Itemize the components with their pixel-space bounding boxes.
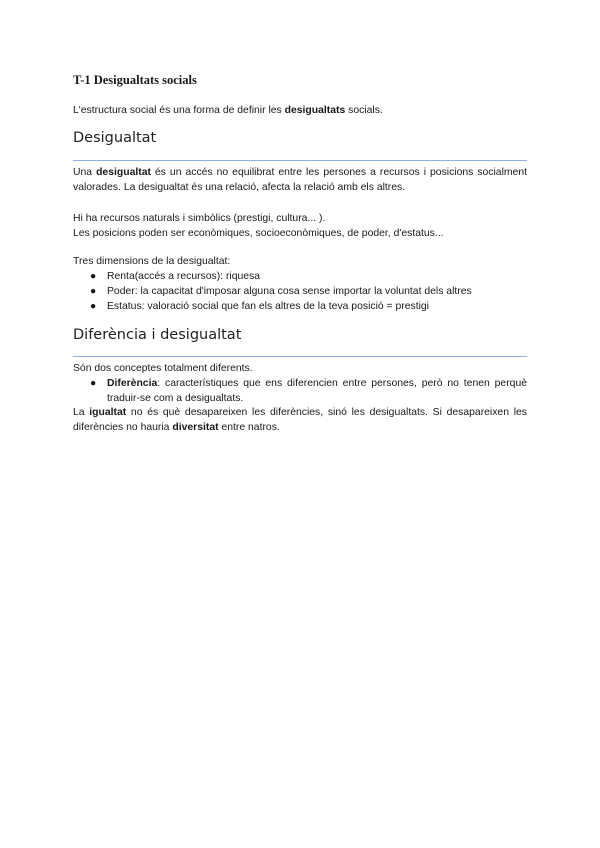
list-item-text: Renta(accés a recursos): riquesa: [107, 271, 261, 282]
section-divider: [73, 356, 527, 357]
difference-text: : característiques que ens diferencien entre persones, però no tenen perquè traduir-se com a desigualtats.: [107, 378, 527, 404]
list-item: [73, 376, 527, 406]
equality-bold-term: igualtat: [89, 407, 127, 418]
definition-text-start: Una: [73, 167, 97, 178]
intro-bold-term: desigualtats: [284, 105, 346, 116]
diversity-bold-term: diversitat: [172, 422, 219, 433]
intro-paragraph: [73, 104, 383, 118]
equality-text-1: La: [73, 407, 90, 418]
equality-text-3: entre natros.: [218, 422, 280, 433]
bullet-icon: ●: [90, 378, 97, 389]
list-item-text: Poder: la capacitat d'imposar alguna cosa sense importar la voluntat dels altres: [107, 286, 472, 297]
intro-text-before: L'estructura social és una forma de definir les: [73, 105, 285, 116]
document-title: T-1 Desigualtats socials: [73, 73, 197, 87]
difference-list: [73, 376, 527, 406]
resources-paragraph: [73, 211, 527, 241]
resources-line: Hi ha recursos naturals i simbòlics (prestigi, cultura... ).: [73, 213, 326, 224]
list-item: [73, 299, 527, 314]
bullet-icon: ●: [90, 286, 97, 297]
equality-paragraph: [73, 405, 527, 435]
list-item: [73, 284, 527, 299]
section-heading-desigualtat: Desigualtat: [73, 130, 157, 146]
bullet-icon: ●: [90, 301, 97, 312]
positions-line: Les posicions poden ser econòmiques, socioeconòmiques, de poder, d'estatus...: [73, 228, 444, 239]
difference-bold-term: Diferència: [107, 378, 158, 389]
dimensions-list: [73, 269, 527, 314]
section2-intro: Són dos conceptes totalment diferents.: [73, 363, 253, 374]
bullet-icon: ●: [90, 271, 97, 282]
definition-text-rest: és un accés no equilibrat entre les persones a recursos i posicions socialment valorades. La desigualtat és una relació, afecta la relació amb els altres.: [73, 167, 527, 193]
intro-text-after: socials.: [345, 105, 383, 116]
list-item-text: Estatus: valoració social que fan els altres de la teva posició = prestigi: [107, 301, 429, 312]
equality-text-2: no és què desapareixen les diferències, sinó les desigualtats. Si desapareixen les diferències no hauria: [73, 407, 527, 433]
dimensions-intro: Tres dimensions de la desigualtat:: [73, 256, 231, 267]
section-divider: [73, 160, 527, 161]
definition-paragraph: [73, 165, 527, 195]
list-item: [73, 269, 527, 284]
section-heading-diferencia: Diferència i desigualtat: [73, 327, 242, 343]
definition-bold-term: desigualtat: [96, 167, 151, 178]
